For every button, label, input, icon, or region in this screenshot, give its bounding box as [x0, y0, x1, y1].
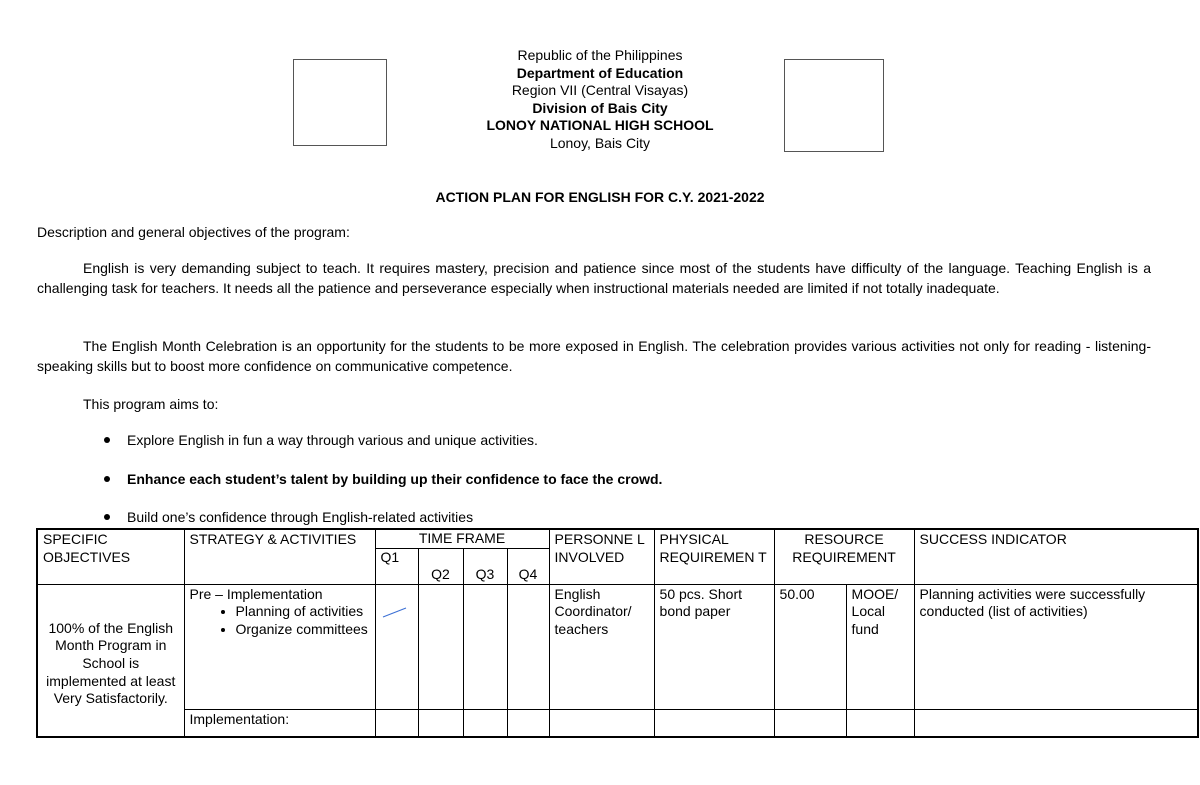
phase-label: Pre – Implementation — [189, 585, 323, 602]
q4-cell — [507, 709, 549, 737]
q2-cell — [418, 584, 463, 709]
header-region: Region VII (Central Visayas) — [511, 82, 689, 99]
bullet-icon — [104, 437, 110, 443]
aim-text: Build one’s confidence through English-related activities — [127, 509, 474, 525]
q2-cell — [418, 709, 463, 737]
physical-cell — [654, 709, 774, 737]
bullet-icon — [104, 476, 110, 482]
q3-cell — [463, 709, 507, 737]
q4-cell — [507, 584, 549, 709]
personnel-cell: English Coordinator/ teachers — [549, 584, 654, 709]
header-address: Lonoy, Bais City — [549, 134, 651, 151]
aim-text: Explore English in fun a way through various and unique activities. — [127, 432, 538, 448]
document-title: ACTION PLAN FOR ENGLISH FOR C.Y. 2021-2022 — [435, 189, 765, 205]
objective-cell: 100% of the English Month Program in School is implemented at least Very Satisfactorily. — [37, 584, 184, 737]
fund-cell — [846, 709, 914, 737]
success-cell — [914, 709, 1198, 737]
header-q1: Q1 — [375, 548, 418, 584]
letterhead — [0, 47, 1200, 153]
activity-item: • Organize committees — [236, 621, 370, 639]
header-time-frame: TIME FRAME — [375, 529, 549, 548]
fund-cell: MOOE/ Local fund — [846, 584, 914, 709]
header-division: Division of Bais City — [532, 99, 668, 116]
amount-cell — [774, 709, 846, 737]
implementation-cell: Implementation: — [184, 709, 375, 737]
header-q4: Q4 — [507, 548, 549, 584]
bullet-icon — [104, 514, 110, 520]
header-physical: PHYSICAL REQUIREMEN T — [654, 529, 774, 584]
header-department: Department of Education — [516, 64, 684, 81]
q1-cell — [375, 584, 418, 709]
header-success: SUCCESS INDICATOR — [914, 529, 1198, 584]
aim-item — [104, 432, 538, 448]
pen-mark-icon — [381, 586, 411, 626]
strategy-cell — [184, 584, 375, 709]
header-q3: Q3 — [463, 548, 507, 584]
header-q2: Q2 — [418, 548, 463, 584]
header-republic: Republic of the Philippines — [517, 47, 683, 63]
success-cell: Planning activities were successfully conducted (list of activities) — [914, 584, 1198, 709]
paragraph-2: The English Month Celebration is an opportunity for the students to be more exposed in English. The celebration provides various activities not only for reading - listening- speaking skills but to boost more confidence on communicative competence. — [37, 338, 1151, 374]
activity-list — [190, 603, 370, 638]
header-objectives: SPECIFIC OBJECTIVES — [37, 529, 184, 584]
header-resource: RESOURCE REQUIREMENT — [774, 529, 914, 584]
aim-item — [104, 509, 473, 525]
description-label: Description and general objectives of the program: — [37, 224, 350, 240]
header-strategy: STRATEGY & ACTIVITIES — [184, 529, 375, 584]
personnel-cell — [549, 709, 654, 737]
action-plan-table — [36, 528, 1199, 738]
q3-cell — [463, 584, 507, 709]
aim-text: Enhance each student’s talent by building up their confidence to face the crowd. — [127, 471, 663, 487]
header-personnel: PERSONNE L INVOLVED — [549, 529, 654, 584]
physical-cell: 50 pcs. Short bond paper — [654, 584, 774, 709]
amount-cell: 50.00 — [774, 584, 846, 709]
q1-cell — [375, 709, 418, 737]
paragraph-1: English is very demanding subject to teach. It requires mastery, precision and patience since most of the students have difficulty of the language. Teaching English is a challenging task for teachers. It needs all the patience and perseverance especially when instructional materials needed are limited if not totally inadequate. — [37, 260, 1151, 296]
paragraph-3: This program aims to: — [83, 396, 219, 412]
header-school: LONOY NATIONAL HIGH SCHOOL — [486, 117, 714, 134]
aim-item — [104, 471, 662, 487]
activity-item: • Planning of activities — [236, 603, 370, 621]
